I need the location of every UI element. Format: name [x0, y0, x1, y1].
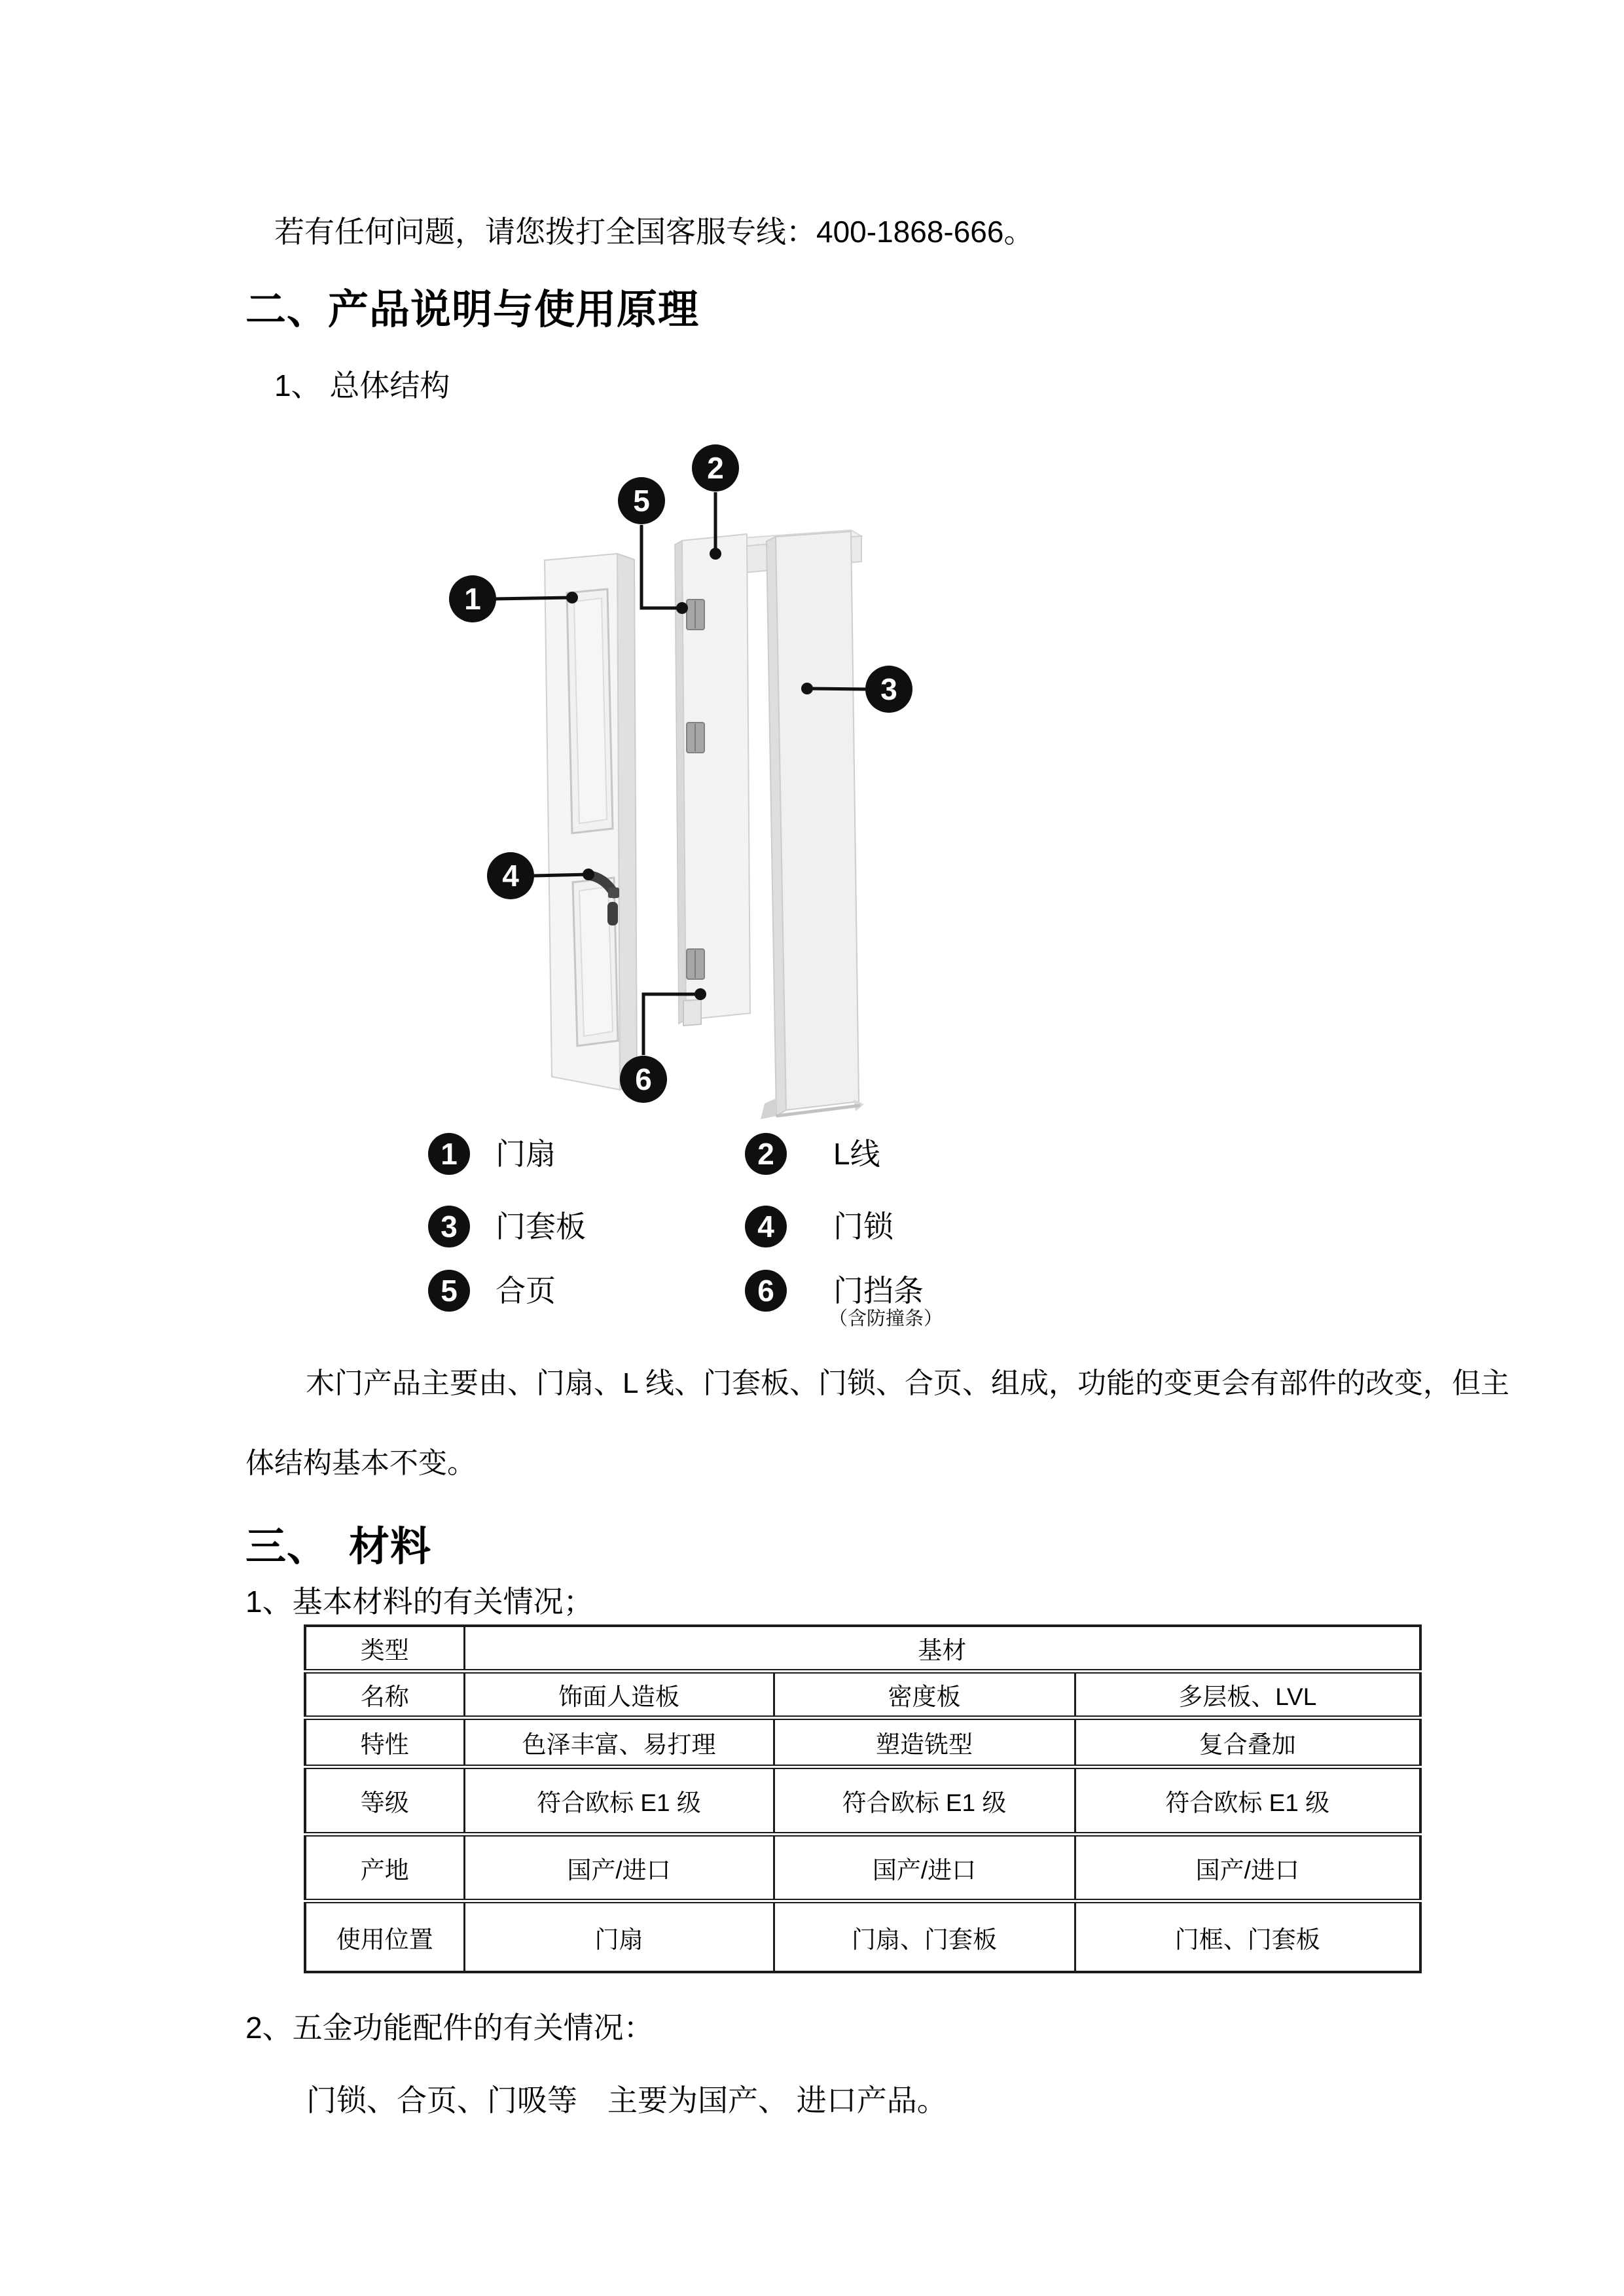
legend-badge-6: 6: [745, 1270, 787, 1312]
table-row-usage-position: [305, 1901, 1420, 1973]
legend-sub-anticollision-strip: （含防撞条）: [829, 1308, 943, 1329]
table-row-type: [305, 1626, 1420, 1672]
legend-label-door-stop-strip: 门挡条: [833, 1274, 924, 1308]
structure-paragraph-line-1: 木门产品主要由、门扇、L 线、门套板、门锁、合页、组成，功能的变更会有部件的改变，但主: [306, 1367, 1510, 1399]
legend-label-door-lock: 门锁: [833, 1210, 893, 1244]
table-row-feature: [305, 1718, 1420, 1767]
table-header-origin: 产地: [305, 1835, 464, 1901]
legend-badge-1: 1: [428, 1133, 470, 1175]
table-cell: 门扇: [464, 1901, 774, 1973]
balloon-6-number: 6: [635, 1062, 652, 1096]
table-cell: 符合欧标 E1 级: [774, 1767, 1075, 1835]
materials-table: [304, 1624, 1422, 1973]
balloon-5-number: 5: [633, 484, 650, 518]
table-cell-base-material: 基材: [464, 1626, 1420, 1672]
table-cell: 国产/进口: [774, 1835, 1075, 1901]
structure-paragraph-line-2: 体结构基本不变。: [245, 1447, 476, 1479]
hinge-bottom: [687, 949, 704, 979]
table-row-name: [305, 1672, 1420, 1718]
table-header-grade: 等级: [305, 1767, 464, 1835]
table-cell: 门框、门套板: [1075, 1901, 1420, 1973]
balloon-3-number: 3: [880, 672, 897, 706]
table-cell: 饰面人造板: [464, 1672, 774, 1718]
table-cell: 符合欧标 E1 级: [1075, 1767, 1420, 1835]
legend-badge-3: 3: [428, 1206, 470, 1247]
subsection-overall-structure: 1、 总体结构: [274, 368, 450, 403]
table-header-name: 名称: [305, 1672, 464, 1718]
table-cell: 复合叠加: [1075, 1718, 1420, 1767]
table-cell: 色泽丰富、易打理: [464, 1718, 774, 1767]
service-hotline-text: 若有任何问题，请您拨打全国客服专线：400-1868-666。: [274, 215, 1034, 249]
hinge-middle: [687, 723, 704, 753]
balloon-2-number: 2: [707, 451, 724, 485]
legend-badge-4: 4: [745, 1206, 787, 1247]
balloon-4-number: 4: [502, 859, 519, 893]
table-cell: 密度板: [774, 1672, 1075, 1718]
table-cell: 门扇、门套板: [774, 1901, 1075, 1973]
legend-badge-2: 2: [745, 1133, 787, 1175]
legend-label-casing-board: 门套板: [496, 1210, 586, 1244]
section-2-heading: 二、产品说明与使用原理: [245, 287, 700, 332]
table-cell: 符合欧标 E1 级: [464, 1767, 774, 1835]
legend-label-l-line: L线: [833, 1137, 880, 1171]
legend-badge-5: 5: [428, 1270, 470, 1312]
subsection-hardware-accessories: 2、五金功能配件的有关情况：: [245, 2011, 654, 2045]
hinge-top: [687, 600, 704, 630]
table-row-grade: [305, 1767, 1420, 1835]
table-header-type: 类型: [305, 1626, 464, 1672]
balloon-1-number: 1: [464, 582, 481, 616]
door-leaf: [545, 554, 637, 1090]
legend-label-hinge: 合页: [496, 1274, 556, 1308]
door-exploded-svg: [393, 432, 1047, 1126]
section-3-heading: 三、 材料: [245, 1524, 432, 1570]
table-header-feature: 特性: [305, 1718, 464, 1767]
door-stop-strip: [683, 999, 701, 1026]
table-cell: 国产/进口: [1075, 1835, 1420, 1901]
table-cell: 多层板、LVL: [1075, 1672, 1420, 1718]
door-structure-diagram: [393, 432, 1047, 1126]
table-header-usage-position: 使用位置: [305, 1901, 464, 1973]
hardware-accessories-text: 门锁、合页、门吸等 主要为国产、 进口产品。: [306, 2083, 947, 2117]
subsection-basic-materials: 1、基本材料的有关情况；: [245, 1585, 594, 1619]
table-cell: 塑造铣型: [774, 1718, 1075, 1767]
legend-label-door-leaf: 门扇: [496, 1137, 556, 1171]
table-row-origin: [305, 1835, 1420, 1901]
door-casing-board: [761, 531, 864, 1119]
table-cell: 国产/进口: [464, 1835, 774, 1901]
